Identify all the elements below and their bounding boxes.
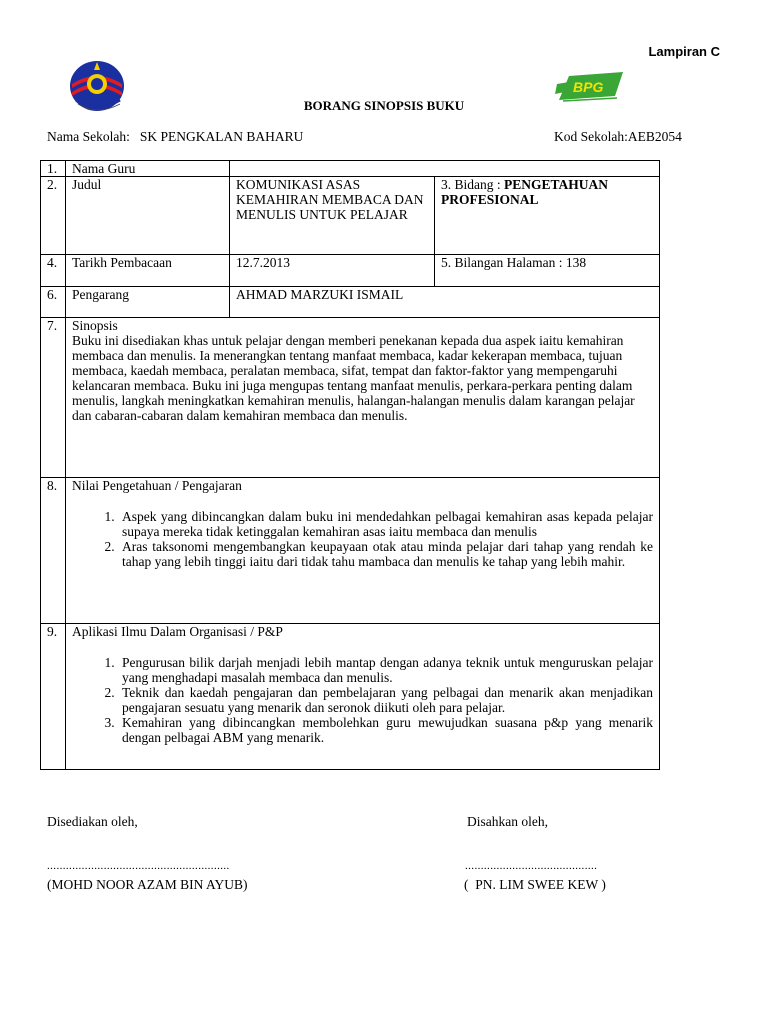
list-item: 2. Teknik dan kaedah pengajaran dan pembelajaran yang pelbagai dan menarik akan menjadikan pengajaran sesuatu yang menarik dan seronok diikuti oleh para pelajar.	[118, 685, 653, 715]
prepared-signature-line: ..........................................................	[47, 860, 230, 872]
field-value: PENGETAHUAN PROFESIONAL	[441, 177, 609, 207]
page-count: 5. Bilangan Halaman : 138	[435, 255, 660, 287]
knowledge-list	[72, 509, 653, 569]
field-cell	[435, 177, 660, 255]
row-number: 6.	[41, 287, 66, 318]
school-name: SK PENGKALAN BAHARU	[139, 129, 304, 144]
school-label: Nama Sekolah:	[47, 129, 130, 144]
list-item: 3. Kemahiran yang dibincangkan membolehkan guru mewujudkan suasana p&p yang menarik dengan pelbagai ABM yang menarik.	[118, 715, 653, 745]
list-item: 1. Aspek yang dibincangkan dalam buku ini mendedahkan pelbagai kemahiran asas kepada pelajar supaya mereka tidak ketinggalan kemahiran asas iaitu membaca dan menulis	[118, 509, 653, 539]
school-row	[47, 129, 303, 145]
list-item: 2. Aras taksonomi mengembangkan keupayaan otak atau minda pelajar dari tahap yang rendah ke tahap yang lebih tinggi iaitu dari tidak tahu mambaca dan menulis ke tahap yang lebih mahir.	[118, 539, 653, 569]
row-label: Tarikh Pembacaan	[66, 255, 230, 287]
row-label: Nama Guru	[66, 161, 230, 177]
attachment-label: Lampiran C	[648, 44, 720, 59]
approved-by-name: ( PN. LIM SWEE KEW )	[464, 877, 606, 892]
synopsis-form-table	[40, 160, 660, 770]
row-knowledge-value	[41, 478, 660, 624]
prepared-by-label: Disediakan oleh,	[47, 814, 138, 829]
synopsis-text: Buku ini disediakan khas untuk pelajar dengan memberi penekanan kepada dua aspek iaitu kemahiran membaca dan menulis. Ia menerangkan tentang manfaat membaca, kadar kekerapan membaca, tujuan membaca, kaedah membaca, peralatan membaca, sifat, tempat dan faktor-faktor yang mempengaruhi kelancaran membaca. Buku ini juga mengupas tentang manfaat menulis, perkara-perkara penting dalam menulis, langkah meningkatkan kemahiran menulis, halangan-halangan menulis dalam karangan pelajar dan cabaran-cabaran dalam kemahiran membaca dan menulis.	[72, 333, 635, 423]
knowledge-cell	[66, 478, 660, 624]
reading-date-value: 12.7.2013	[230, 255, 435, 287]
row-number: 1.	[41, 161, 66, 177]
synopsis-cell	[66, 318, 660, 478]
row-label: Aplikasi Ilmu Dalam Organisasi / P&P	[72, 624, 283, 639]
bpg-logo-text: BPG	[573, 79, 604, 95]
row-teacher-name	[41, 161, 660, 177]
row-label: Sinopsis	[72, 318, 118, 333]
row-number: 8.	[41, 478, 66, 624]
row-number: 9.	[41, 624, 66, 770]
row-label: Nilai Pengetahuan / Pengajaran	[72, 478, 242, 493]
approved-by-label: Disahkan oleh,	[467, 814, 548, 829]
approved-signature-line: ..........................................	[465, 860, 598, 872]
row-number: 7.	[41, 318, 66, 478]
row-title	[41, 177, 660, 255]
row-label: Judul	[66, 177, 230, 255]
form-title: BORANG SINOPSIS BUKU	[303, 98, 465, 113]
row-synopsis	[41, 318, 660, 478]
book-title-value: KOMUNIKASI ASAS KEMAHIRAN MEMBACA DAN MENULIS UNTUK PELAJAR	[230, 177, 435, 255]
application-list	[72, 655, 653, 745]
row-number: 2.	[41, 177, 66, 255]
list-item: 1. Pengurusan bilik darjah menjadi lebih mantap dengan adanya teknik untuk menguruskan pelajar yang menghadapi masalah membaca dan menulis.	[118, 655, 653, 685]
prepared-by-name: (MOHD NOOR AZAM BIN AYUB)	[47, 877, 248, 892]
teacher-name-value	[230, 161, 660, 177]
row-reading-date	[41, 255, 660, 287]
row-author	[41, 287, 660, 318]
school-code: Kod Sekolah:AEB2054	[554, 129, 682, 144]
row-label: Pengarang	[66, 287, 230, 318]
field-label: 3. Bidang :	[441, 177, 504, 192]
row-application	[41, 624, 660, 770]
application-cell	[66, 624, 660, 770]
author-value: AHMAD MARZUKI ISMAIL	[230, 287, 660, 318]
row-number: 4.	[41, 255, 66, 287]
